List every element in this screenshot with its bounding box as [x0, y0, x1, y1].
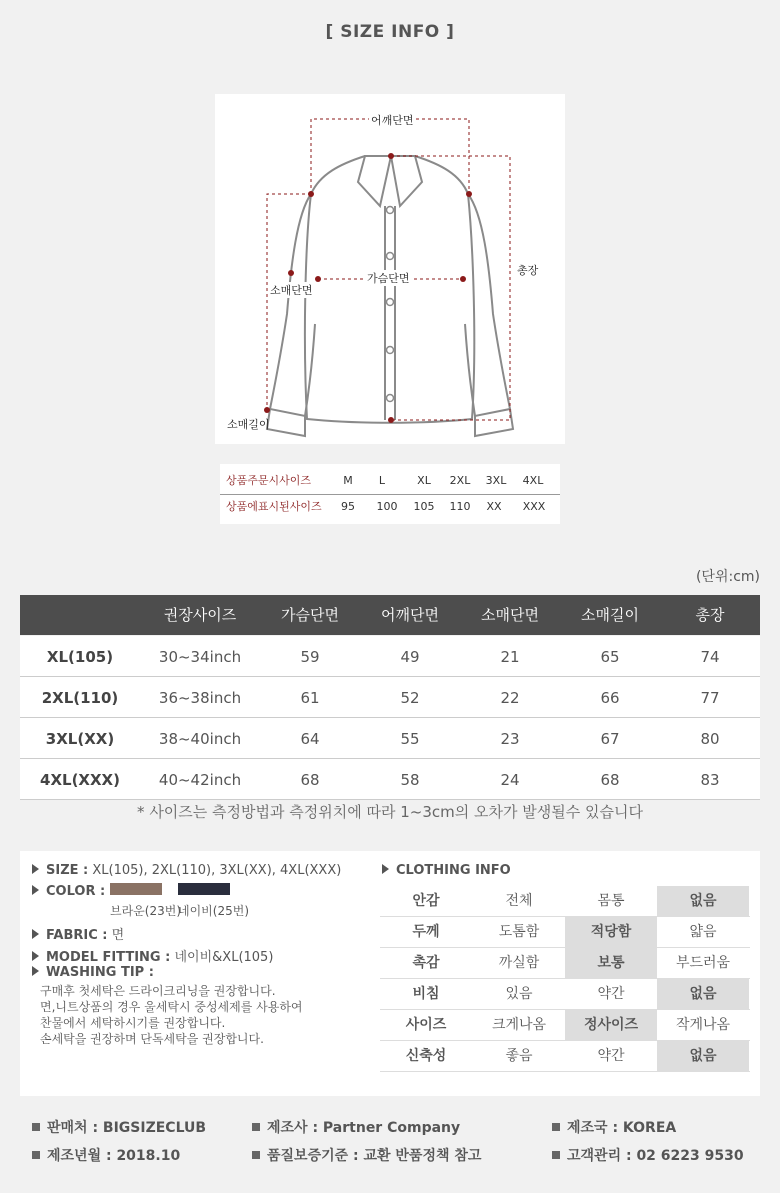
product-info-box [20, 851, 760, 1096]
size-map-cell: XX [486, 500, 502, 513]
triangle-bullet-icon [32, 864, 39, 874]
table-cell: 68 [300, 771, 320, 789]
table-cell: 83 [700, 771, 720, 789]
clothing-info-row [380, 917, 750, 948]
table-cell: 3XL(XX) [45, 730, 115, 748]
unit-label: (단위:cm) [695, 569, 760, 585]
table-cell: 38~40inch [158, 730, 242, 748]
color-info-label: COLOR : [46, 884, 106, 899]
table-cell: 64 [300, 730, 320, 748]
size-map-cell: L [378, 474, 386, 487]
clothing-info-option: 얇음 [689, 924, 717, 940]
model-info-value: 네이비&XL(105) [174, 950, 274, 965]
clothing-info-title [382, 863, 511, 878]
footer-date [32, 1145, 180, 1165]
size-mapping-row [220, 468, 560, 495]
clothing-info-option: 약간 [597, 986, 625, 1002]
washing-tip-line: 면,니트상품의 경우 울세탁시 중성세제를 사용하여 [40, 1000, 303, 1014]
table-cell: 55 [400, 730, 420, 748]
triangle-bullet-icon [32, 929, 39, 939]
page-title: [ SIZE INFO ] [325, 22, 455, 42]
footer-manufacturer [252, 1117, 460, 1137]
clothing-info-option-selected: 정사이즈 [565, 1010, 657, 1040]
size-map-cell: 4XL [522, 474, 544, 487]
label-sleeve-width: 소매단면 [270, 284, 313, 297]
square-bullet-icon [552, 1151, 560, 1159]
table-cell: 67 [600, 730, 620, 748]
clothing-info-option: 작게나옴 [675, 1017, 731, 1033]
fabric-info-label: FABRIC : [46, 928, 108, 943]
size-info-line [32, 863, 341, 878]
footer-seller-text: 판매처 : BIGSIZECLUB [47, 1120, 207, 1136]
triangle-bullet-icon [32, 885, 39, 895]
clothing-info-option-selected: 보통 [565, 948, 657, 978]
table-cell: 22 [500, 689, 520, 707]
clothing-info-option: 까실함 [498, 955, 540, 971]
footer-date-text: 제조년월 : 2018.10 [47, 1148, 181, 1164]
clothing-info-option-selected: 없음 [657, 1041, 749, 1071]
table-cell: 2XL(110) [41, 689, 119, 707]
table-cell: 74 [700, 648, 720, 666]
washing-info-line [32, 965, 154, 980]
clothing-info-label: 안감 [412, 893, 440, 909]
size-mapping-table [220, 464, 560, 524]
washing-tip-line: 찬물에서 세탁하시기를 권장합니다. [40, 1016, 226, 1030]
clothing-info-row [380, 948, 750, 979]
clothing-info-option: 몸통 [597, 893, 625, 909]
column-header: 권장사이즈 [163, 606, 237, 624]
square-bullet-icon [32, 1151, 40, 1159]
washing-info-label: WASHING TIP : [46, 965, 154, 980]
clothing-info-label: 신축성 [405, 1048, 447, 1064]
square-bullet-icon [252, 1123, 260, 1131]
table-cell: 40~42inch [158, 771, 242, 789]
label-total-length: 총장 [517, 264, 539, 277]
color-info-line [32, 884, 105, 899]
column-header: 총장 [695, 606, 725, 624]
footer-customer-service-text: 고객관리 : 02 6223 9530 [567, 1148, 744, 1164]
size-map-cell: M [343, 474, 353, 487]
clothing-info-option: 전체 [505, 893, 533, 909]
clothing-info-option-selected: 없음 [657, 979, 749, 1009]
clothing-info-option-selected: 없음 [657, 886, 749, 916]
table-cell: 80 [700, 730, 720, 748]
washing-tip-line: 손세탁을 권장하며 단독세탁을 권장합니다. [40, 1032, 264, 1046]
table-cell: 77 [700, 689, 720, 707]
label-size-label: 상품에표시된사이즈 [226, 500, 322, 513]
fabric-info-line [32, 924, 124, 943]
square-bullet-icon [32, 1123, 40, 1131]
size-map-cell: 95 [341, 500, 355, 513]
size-map-cell: XXX [522, 500, 546, 513]
table-cell: 61 [300, 689, 320, 707]
fabric-info-value: 면 [111, 928, 125, 943]
table-row [20, 677, 760, 718]
clothing-info-row [380, 886, 750, 917]
order-size-label: 상품주문시사이즈 [226, 474, 312, 487]
clothing-info-row [380, 1041, 750, 1072]
triangle-bullet-icon [382, 864, 389, 874]
column-header: 소매길이 [581, 606, 639, 624]
table-cell: 24 [500, 771, 520, 789]
table-cell: 23 [500, 730, 520, 748]
footer-seller [32, 1117, 206, 1137]
column-header: 소매단면 [481, 606, 539, 624]
clothing-info-label: 두께 [412, 924, 440, 940]
table-cell: 68 [600, 771, 620, 789]
size-map-cell: 110 [449, 500, 471, 513]
clothing-info-title-text: CLOTHING INFO [396, 863, 511, 878]
clothing-info-option: 있음 [505, 986, 533, 1002]
measurement-note: * 사이즈는 측정방법과 측정위치에 따라 1~3cm의 오차가 발생될수 있습니다 [137, 803, 643, 821]
model-info-line [32, 946, 273, 965]
size-info-label: SIZE : [46, 863, 89, 878]
clothing-info-label: 사이즈 [405, 1017, 447, 1033]
label-sleeve-length: 소매길이 [227, 418, 270, 431]
table-cell: 36~38inch [158, 689, 242, 707]
table-row [20, 718, 760, 759]
triangle-bullet-icon [32, 966, 39, 976]
table-cell: 21 [500, 648, 520, 666]
table-cell: 52 [400, 689, 420, 707]
clothing-info-label: 비침 [412, 986, 440, 1002]
table-cell: 49 [400, 648, 420, 666]
model-info-label: MODEL FITTING : [46, 950, 171, 965]
table-row [20, 636, 760, 677]
square-bullet-icon [552, 1123, 560, 1131]
clothing-info-option: 도톰함 [498, 924, 540, 940]
column-header: 가슴단면 [281, 606, 339, 624]
table-cell: 59 [300, 648, 320, 666]
size-map-cell: 105 [413, 500, 435, 513]
table-cell: 30~34inch [158, 648, 242, 666]
color-swatch-brown [110, 883, 162, 895]
shirt-diagram-icon [215, 94, 565, 444]
color-swatch-navy [178, 883, 230, 895]
size-map-cell: 2XL [449, 474, 471, 487]
size-table-header [20, 595, 760, 635]
clothing-info-row [380, 979, 750, 1010]
table-cell: 58 [400, 771, 420, 789]
label-chest: 가슴단면 [367, 272, 410, 285]
label-shoulder: 어깨단면 [371, 114, 414, 127]
footer-warranty [252, 1145, 481, 1165]
size-map-cell: 100 [376, 500, 398, 513]
table-cell: 4XL(XXX) [40, 771, 120, 789]
washing-tip-line: 구매후 첫세탁은 드라이크리닝을 권장합니다. [40, 984, 276, 998]
clothing-info-option: 크게나옴 [491, 1017, 547, 1033]
color-name-brown: 브라운(23번) [110, 904, 182, 918]
size-map-cell: XL [417, 474, 431, 487]
table-cell: XL(105) [46, 648, 114, 666]
clothing-info-option: 약간 [597, 1048, 625, 1064]
size-map-cell: 3XL [485, 474, 507, 487]
column-header: 어깨단면 [381, 606, 439, 624]
table-cell: 66 [600, 689, 620, 707]
square-bullet-icon [252, 1151, 260, 1159]
footer-country-text: 제조국 : KOREA [567, 1120, 677, 1136]
size-mapping-row [220, 494, 560, 520]
footer-manufacturer-text: 제조사 : Partner Company [267, 1120, 461, 1136]
footer-warranty-text: 품질보증기준 : 교환 반품정책 참고 [267, 1148, 482, 1164]
size-info-value: XL(105), 2XL(110), 3XL(XX), 4XL(XXX) [92, 863, 342, 878]
column-header [20, 595, 140, 635]
triangle-bullet-icon [32, 951, 39, 961]
clothing-info-option-selected: 적당함 [565, 917, 657, 947]
table-row [20, 759, 760, 800]
footer-customer-service [552, 1145, 744, 1165]
clothing-info-option: 좋음 [505, 1048, 533, 1064]
measurement-diagram [215, 94, 565, 444]
clothing-info-label: 촉감 [412, 955, 440, 971]
color-name-navy: 네이비(25번) [178, 904, 250, 918]
clothing-info-row [380, 1010, 750, 1041]
clothing-info-option: 부드러움 [675, 955, 731, 971]
footer-country [552, 1117, 676, 1137]
table-cell: 65 [600, 648, 620, 666]
